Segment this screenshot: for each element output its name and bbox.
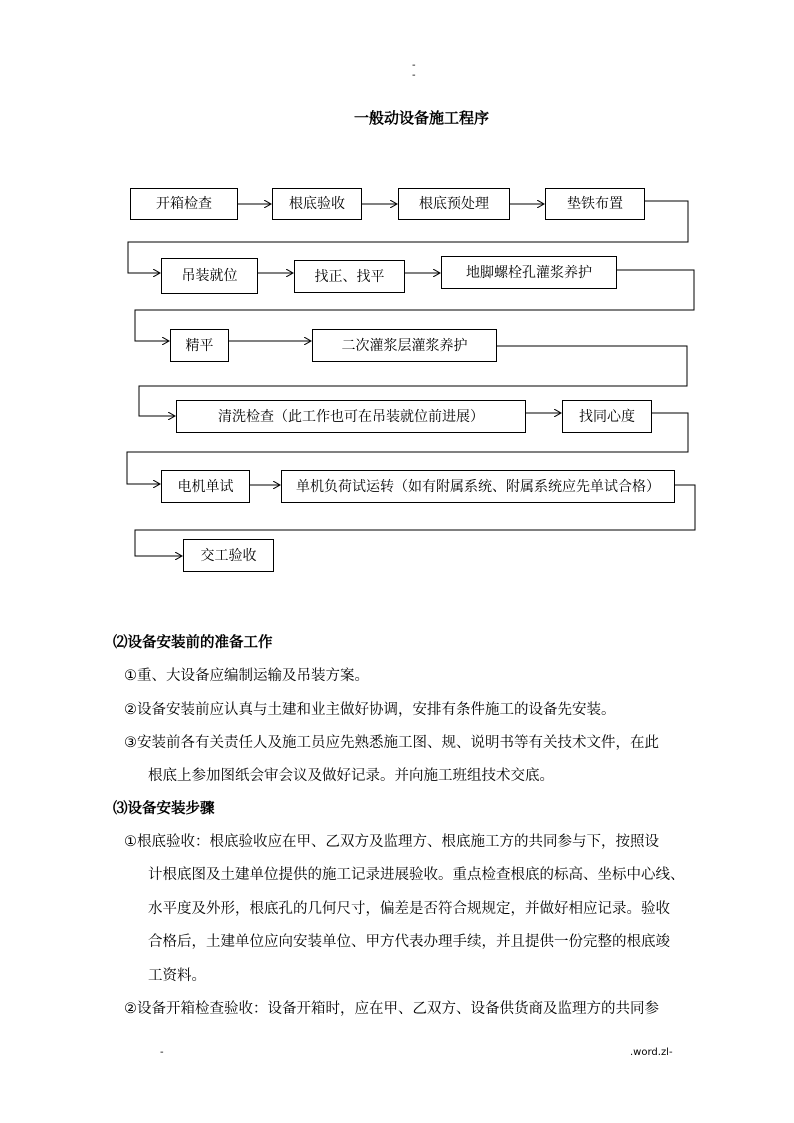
paragraph-line: ①重、大设备应编制运输及吊装方案。 bbox=[124, 668, 369, 684]
paragraph-line: 水平度及外形，根底孔的几何尺寸，偏差是否符合规规定，并做好相应记录。验收 bbox=[148, 901, 670, 917]
paragraph-line: 根底上参加图纸会审会议及做好记录。并向施工班组技术交底。 bbox=[148, 768, 554, 784]
header-mark: - bbox=[412, 70, 416, 81]
footer-left: - bbox=[160, 1047, 164, 1058]
paragraph-line: 工资料。 bbox=[148, 968, 206, 984]
flow-box-shim-layout: 垫铁布置 bbox=[545, 188, 645, 220]
flow-box-foundation-acceptance: 根底验收 bbox=[272, 188, 362, 220]
header-mark: - bbox=[412, 60, 416, 71]
paragraph-line: 计根底图及土建单位提供的施工记录进展验收。重点检查根底的标高、坐标中心线、 bbox=[148, 867, 685, 883]
paragraph-line: ①根底验收：根底验收应在甲、乙双方及监理方、根底施工方的共同参与下，按照设 bbox=[124, 834, 659, 850]
flow-box-concentricity: 找同心度 bbox=[562, 400, 652, 433]
flow-box-load-test-run: 单机负荷试运转（如有附属系统、附属系统应先单试合格） bbox=[281, 470, 675, 503]
flow-box-foundation-pretreatment: 根底预处理 bbox=[398, 188, 510, 220]
section-heading: ⑵设备安装前的准备工作 bbox=[113, 635, 273, 651]
flow-box-cleaning-inspection: 清洗检查（此工作也可在吊装就位前进展） bbox=[176, 400, 526, 433]
paragraph-line: ②设备安装前应认真与土建和业主做好协调，安排有条件施工的设备先安装。 bbox=[124, 702, 616, 718]
flow-box-handover-acceptance: 交工验收 bbox=[183, 539, 274, 572]
paragraph-line: ②设备开箱检查验收：设备开箱时，应在甲、乙双方、设备供货商及监理方的共同参 bbox=[124, 1001, 659, 1017]
flow-box-alignment-leveling: 找正、找平 bbox=[294, 260, 405, 293]
paragraph-line: 合格后，土建单位应向安装单位、甲方代表办理手续，并且提供一份完整的根底竣 bbox=[148, 934, 670, 950]
flow-box-unpacking-inspection: 开箱检查 bbox=[130, 188, 238, 220]
flow-box-secondary-grouting: 二次灌浆层灌浆养护 bbox=[312, 329, 497, 362]
section-heading: ⑶设备安装步骤 bbox=[113, 801, 215, 817]
paragraph-line: ③安装前各有关责任人及施工员应先熟悉施工图、规、说明书等有关技术文件，在此 bbox=[124, 735, 659, 751]
page-title: 一般动设备施工程序 bbox=[354, 109, 490, 127]
flow-box-anchor-bolt-grouting: 地脚螺栓孔灌浆养护 bbox=[441, 256, 617, 289]
footer-right: .word.zl- bbox=[630, 1047, 673, 1058]
flow-box-motor-test: 电机单试 bbox=[161, 470, 250, 503]
flow-box-hoisting-placement: 吊装就位 bbox=[161, 258, 258, 294]
flow-box-fine-leveling: 精平 bbox=[170, 329, 229, 362]
